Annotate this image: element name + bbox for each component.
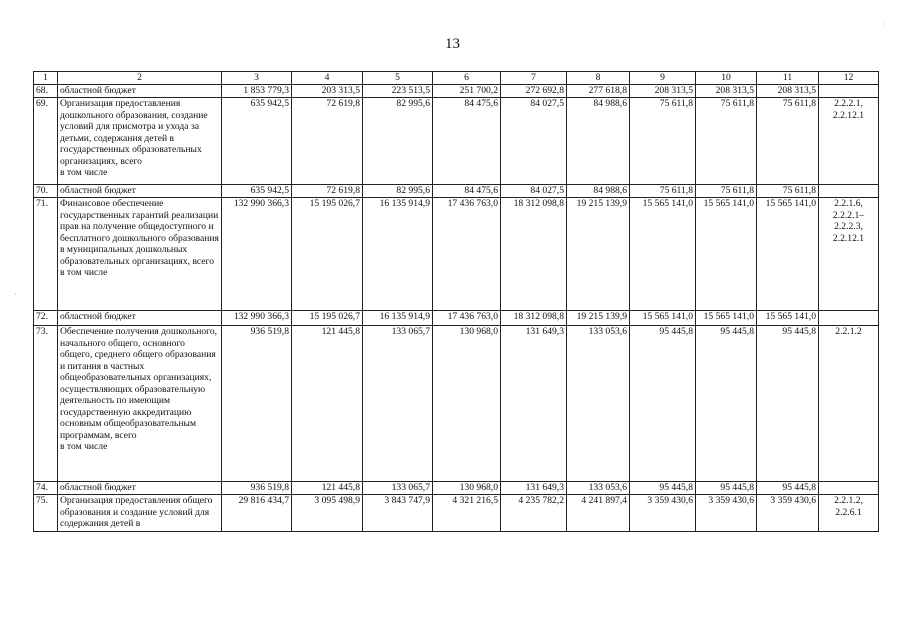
row-value: 4 235 782,2: [501, 495, 567, 532]
row-value: 131 649,3: [501, 482, 567, 495]
row-number: 75.: [34, 495, 58, 532]
row-reference: [819, 311, 879, 326]
row-value: 75 611,8: [696, 98, 757, 185]
row-value: 75 611,8: [757, 185, 819, 198]
row-name: Финансовое обеспечение государственных гарантий реализации прав на получение общедоступного и бесплатного дошкольного образования в муниципальных дошкольных образовательных организациях, всего в том числе: [58, 198, 222, 311]
row-value: 84 027,5: [501, 98, 567, 185]
row-name: Организация предоставления дошкольного образования, создание условий для присмотра и ухода за детьми, содержания детей в государственных образовательных организациях, всего в том числе: [58, 98, 222, 185]
row-value: 15 195 026,7: [292, 311, 363, 326]
row-value: 15 565 141,0: [696, 198, 757, 311]
row-value: 15 565 141,0: [696, 311, 757, 326]
row-value: 95 445,8: [757, 326, 819, 482]
table-body: [34, 85, 879, 532]
row-value: 15 195 026,7: [292, 198, 363, 311]
row-number: 69.: [34, 98, 58, 185]
row-value: 130 968,0: [433, 326, 501, 482]
table-row: [34, 85, 879, 98]
row-value: 133 053,6: [567, 326, 630, 482]
row-value: 121 445,8: [292, 326, 363, 482]
column-header: 5: [363, 72, 433, 85]
row-value: 84 988,6: [567, 185, 630, 198]
row-name: областной бюджет: [58, 482, 222, 495]
row-value: 3 095 498,9: [292, 495, 363, 532]
column-header: 10: [696, 72, 757, 85]
table-row: [34, 185, 879, 198]
row-value: 635 942,5: [222, 98, 292, 185]
row-value: 208 313,5: [696, 85, 757, 98]
row-value: 3 843 747,9: [363, 495, 433, 532]
row-value: 72 619,8: [292, 185, 363, 198]
row-value: 75 611,8: [757, 98, 819, 185]
row-name: областной бюджет: [58, 85, 222, 98]
row-value: 75 611,8: [630, 98, 696, 185]
row-reference: [819, 482, 879, 495]
row-reference: 2.2.2.1, 2.2.12.1: [819, 98, 879, 185]
row-number: 68.: [34, 85, 58, 98]
row-value: 635 942,5: [222, 185, 292, 198]
row-name: областной бюджет: [58, 311, 222, 326]
scan-speck: ·: [14, 290, 17, 299]
row-value: 15 565 141,0: [757, 311, 819, 326]
row-value: 936 519,8: [222, 326, 292, 482]
scan-speck: ·: [883, 20, 886, 29]
header-row: [34, 72, 879, 85]
row-value: 18 312 098,8: [501, 311, 567, 326]
row-value: 132 990 366,3: [222, 198, 292, 311]
row-value: 3 359 430,6: [757, 495, 819, 532]
row-value: 132 990 366,3: [222, 311, 292, 326]
row-value: 72 619,8: [292, 98, 363, 185]
row-value: 272 692,8: [501, 85, 567, 98]
row-value: 19 215 139,9: [567, 311, 630, 326]
column-header: 6: [433, 72, 501, 85]
row-number: 72.: [34, 311, 58, 326]
row-value: 133 065,7: [363, 482, 433, 495]
table-row: [34, 98, 879, 185]
row-value: 82 995,6: [363, 185, 433, 198]
row-value: 223 513,5: [363, 85, 433, 98]
row-value: 84 988,6: [567, 98, 630, 185]
row-value: 121 445,8: [292, 482, 363, 495]
row-value: 4 241 897,4: [567, 495, 630, 532]
table-row: [34, 482, 879, 495]
table-row: [34, 311, 879, 326]
row-number: 70.: [34, 185, 58, 198]
row-value: 16 135 914,9: [363, 198, 433, 311]
row-value: 15 565 141,0: [630, 311, 696, 326]
row-name: Организация предоставления общего образования и создание условий для содержания детей в: [58, 495, 222, 532]
row-value: 82 995,6: [363, 98, 433, 185]
row-number: 71.: [34, 198, 58, 311]
row-value: 19 215 139,9: [567, 198, 630, 311]
row-value: 95 445,8: [696, 326, 757, 482]
row-name: Обеспечение получения дошкольного, начального общего, основного общего, среднего общего образования и питания в частных общеобразовательных организациях, осуществляющих образовательную деятельность по имеющим государственную аккредитацию основным общеобразовательным программам, всего в том числе: [58, 326, 222, 482]
column-header: 9: [630, 72, 696, 85]
row-value: 29 816 434,7: [222, 495, 292, 532]
row-value: 84 475,6: [433, 185, 501, 198]
row-value: 95 445,8: [630, 482, 696, 495]
column-header: 2: [58, 72, 222, 85]
row-value: 3 359 430,6: [630, 495, 696, 532]
row-reference: 2.2.1.2: [819, 326, 879, 482]
row-value: 95 445,8: [696, 482, 757, 495]
row-value: 3 359 430,6: [696, 495, 757, 532]
row-reference: [819, 185, 879, 198]
row-reference: 2.2.1.6, 2.2.2.1– 2.2.2.3, 2.2.12.1: [819, 198, 879, 311]
row-value: 84 475,6: [433, 98, 501, 185]
column-header: 1: [34, 72, 58, 85]
row-value: 1 853 779,3: [222, 85, 292, 98]
row-value: 95 445,8: [630, 326, 696, 482]
row-value: 75 611,8: [630, 185, 696, 198]
row-value: 17 436 763,0: [433, 311, 501, 326]
row-value: 203 313,5: [292, 85, 363, 98]
row-value: 208 313,5: [630, 85, 696, 98]
row-value: 95 445,8: [757, 482, 819, 495]
column-header: 12: [819, 72, 879, 85]
column-header: 4: [292, 72, 363, 85]
budget-table: [33, 71, 879, 532]
row-name: областной бюджет: [58, 185, 222, 198]
row-value: 936 519,8: [222, 482, 292, 495]
row-value: 133 053,6: [567, 482, 630, 495]
column-header: 8: [567, 72, 630, 85]
row-value: 16 135 914,9: [363, 311, 433, 326]
row-number: 74.: [34, 482, 58, 495]
row-value: 15 565 141,0: [757, 198, 819, 311]
row-value: 251 700,2: [433, 85, 501, 98]
row-value: 17 436 763,0: [433, 198, 501, 311]
row-value: 130 968,0: [433, 482, 501, 495]
table-row: [34, 326, 879, 482]
row-value: 18 312 098,8: [501, 198, 567, 311]
row-value: 131 649,3: [501, 326, 567, 482]
row-reference: 2.2.1.2, 2.2.6.1: [819, 495, 879, 532]
row-reference: [819, 85, 879, 98]
row-value: 133 065,7: [363, 326, 433, 482]
table-row: [34, 495, 879, 532]
row-value: 15 565 141,0: [630, 198, 696, 311]
table-row: [34, 198, 879, 311]
column-header: 3: [222, 72, 292, 85]
column-header: 11: [757, 72, 819, 85]
row-value: 208 313,5: [757, 85, 819, 98]
page-number: 13: [445, 36, 460, 52]
column-header: 7: [501, 72, 567, 85]
row-number: 73.: [34, 326, 58, 482]
row-value: 84 027,5: [501, 185, 567, 198]
row-value: 4 321 216,5: [433, 495, 501, 532]
row-value: 75 611,8: [696, 185, 757, 198]
row-value: 277 618,8: [567, 85, 630, 98]
